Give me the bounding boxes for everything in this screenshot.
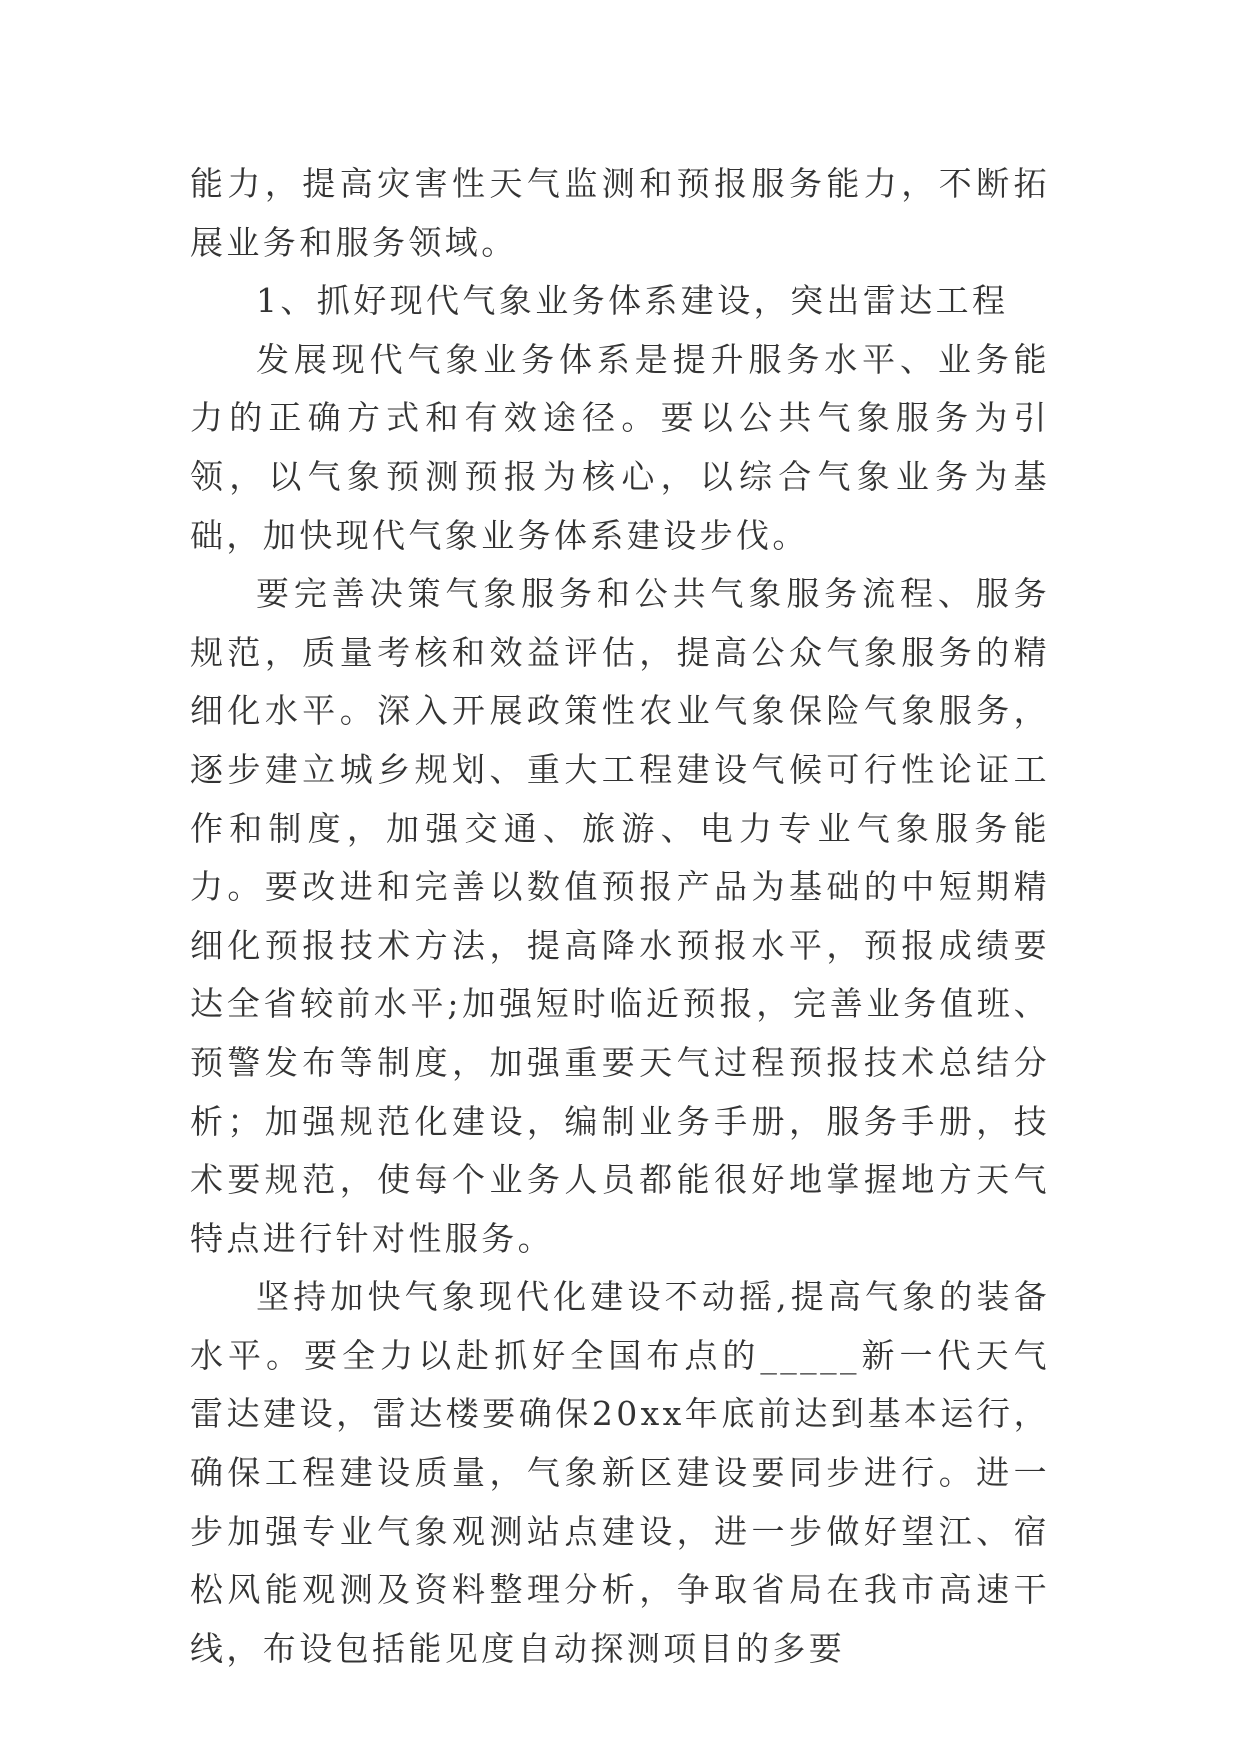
paragraph-service-improvement: 要完善决策气象服务和公共气象服务流程、服务规范，质量考核和效益评估，提高公众气象服务的精细化水平。深入开展政策性农业气象保险气象服务，逐步建立城乡规划、重大工程建设气候可行性论证工作和制度，加强交通、旅游、电力专业气象服务能力。要改进和完善以数值预报产品为基础的中短期精细化预报技术方法，提高降水预报水平，预报成绩要达全省较前水平;加强短时临近预报，完善业务值班、预警发布等制度，加强重要天气过程预报技术总结分析；加强规范化建设，编制业务手册，服务手册，技术要规范，使每个业务人员都能很好地掌握地方天气特点进行针对性服务。 [190,574,1050,1258]
paragraph-modern-system: 发展现代气象业务体系是提升服务水平、业务能力的正确方式和有效途径。要以公共气象服务为引领，以气象预测预报为核心，以综合气象业务为基础，加快现代气象业务体系建设步伐。 [190,339,1050,555]
section-heading: 1、抓好现代气象业务体系建设，突出雷达工程 [256,281,1009,321]
document-body [190,155,1050,1678]
paragraph-modernization: 坚持加快气象现代化建设不动摇,提高气象的装备水平。要全力以赴抓好全国布点的_____新一代天气雷达建设，雷达楼要确保20xx年底前达到基本运行，确保工程建设质量，气象新区建设要同步进行。进一步加强专业气象观测站点建设，进一步做好望江、宿松风能观测及资料整理分析，争取省局在我市高速干线，布设包括能见度自动探测项目的多要 [190,1277,1050,1668]
paragraph-continuation: 能力，提高灾害性天气监测和预报服务能力，不断拓展业务和服务领域。 [190,164,1050,262]
